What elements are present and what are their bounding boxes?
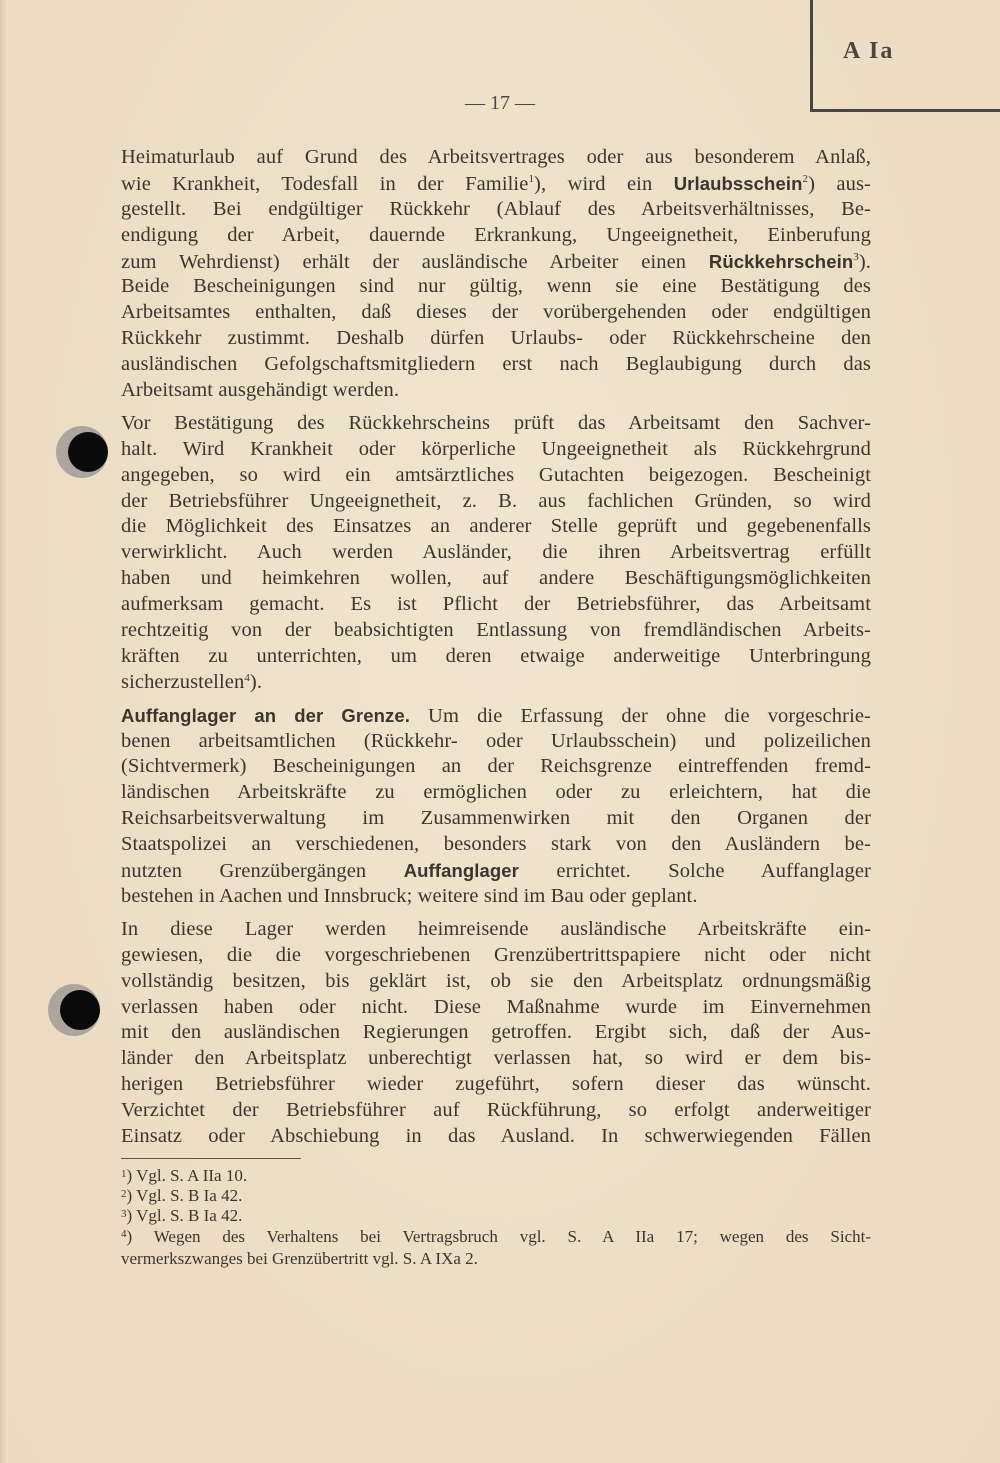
footnote-divider <box>121 1158 301 1159</box>
text-run: bestehen in Aachen und Innsbruck; weitere sind im Bau oder geplant. <box>121 884 698 907</box>
text-run: sicherzustellen <box>121 670 245 693</box>
text-run: aufmerksam gemacht. Es ist Pflicht der Betriebsführer, das Arbeitsamt <box>121 593 871 616</box>
text-run: Verzichtet der Betriebsführer auf Rückführung, so erfolgt anderweitiger <box>121 1099 871 1122</box>
footnote <box>121 1186 871 1206</box>
footnote <box>121 1249 871 1269</box>
text-run: Beide Bescheinigungen sind nur gültig, wenn sie eine Bestätigung des <box>121 275 871 298</box>
footnote-marker: 1 <box>528 172 535 185</box>
punch-hole <box>60 990 100 1030</box>
footnotes <box>121 1166 871 1269</box>
text-line <box>121 540 871 566</box>
text-run: gestellt. Bei endgültiger Rückkehr (Ablauf des Arbeitsverhältnisses, Be- <box>121 197 871 220</box>
text-line <box>121 171 871 197</box>
text-line <box>121 644 871 670</box>
text-run: Heimaturlaub auf Grund des Arbeitsvertrages oder aus besonderem Anlaß, <box>121 146 871 168</box>
text-line <box>121 884 871 910</box>
text-run: wie Krankheit, Todesfall in der Familie <box>121 172 529 195</box>
text-run: haben und heimkehren wollen, auf andere Beschäftigungsmöglichkeiten <box>121 567 871 590</box>
text-line <box>121 943 871 969</box>
text-line <box>121 274 871 300</box>
text-line <box>121 437 871 463</box>
text-line <box>121 489 871 515</box>
text-line <box>121 197 871 223</box>
text-line <box>121 1098 871 1124</box>
text-run: länder den Arbeitsplatz unberechtigt verlassen hat, so wird er dem bis- <box>121 1047 871 1070</box>
text-line <box>121 806 871 832</box>
text-run: ). <box>249 670 263 693</box>
text-line <box>121 1020 871 1046</box>
text-run: Einsatz oder Abschiebung in das Ausland. In schwerwiegenden Fällen <box>121 1124 871 1147</box>
text-run: verwirklicht. Auch werden Ausländer, die ihren Arbeitsvertrag erfüllt <box>121 541 871 564</box>
text-run: nutzten Grenzübergängen <box>121 860 404 883</box>
text-run: endigung der Arbeit, dauernde Erkrankung, Ungeeignetheit, Einberufung <box>121 223 871 246</box>
text-run: kräften zu unterrichten, um deren etwaige anderweitige Unterbringung <box>121 644 871 667</box>
text-run: benen arbeitsamtlichen (Rückkehr- oder Urlaubsschein) und polizeilichen <box>121 729 871 752</box>
footnote-marker: 2 <box>121 1188 127 1200</box>
bold-term: Rückkehrschein <box>708 250 854 272</box>
page-number: — 17 — <box>465 92 535 114</box>
paragraph <box>121 411 871 696</box>
text-run: ländischen Arbeitskräfte zu ermöglichen oder zu erleichtern, hat die <box>121 781 871 804</box>
text-run: Rückkehr zustimmt. Deshalb dürfen Urlaubs- oder Rückkehrscheine den <box>121 327 871 350</box>
bold-term: Auffanglager an der Grenze. <box>121 704 410 726</box>
text-run: Staatspolizei an verschiedenen, besonders stark von den Ausländern be- <box>121 833 871 856</box>
text-run: Arbeitsamt ausgehändigt werden. <box>121 379 400 402</box>
paragraph <box>121 917 871 1150</box>
text-line <box>121 463 871 489</box>
footnote <box>121 1226 871 1249</box>
text-run: errichtet. Solche Auffanglager <box>518 860 871 883</box>
text-line <box>121 223 871 249</box>
footnote-marker: 3 <box>121 1208 127 1220</box>
text-line <box>121 917 871 943</box>
text-line <box>121 514 871 540</box>
text-line <box>121 832 871 858</box>
text-run: ) aus- <box>808 172 871 195</box>
paragraph <box>121 703 871 910</box>
footnote-marker: 2 <box>802 172 809 185</box>
text-run: mit den ausländischen Regierungen getroffen. Ergibt sich, daß der Aus- <box>121 1021 871 1044</box>
text-line <box>121 1046 871 1072</box>
punch-hole <box>68 432 108 472</box>
text-run: verlassen haben oder nicht. Diese Maßnahme wurde im Einvernehmen <box>121 995 871 1018</box>
bold-term: Urlaubsschein <box>673 172 803 194</box>
text-run: ) Wegen des Verhaltens bei Vertragsbruch vgl. S. A IIa 17; wegen des Sicht- <box>126 1227 871 1246</box>
text-line <box>121 670 871 696</box>
text-line <box>121 352 871 378</box>
footnote-marker: 4 <box>244 671 250 684</box>
paragraph <box>121 145 871 404</box>
text-run: Reichsarbeitsverwaltung im Zusammenwirken mit den Organen der <box>121 807 871 830</box>
text-run: halt. Wird Krankheit oder körperliche Ungeeignetheit als Rückkehrgrund <box>121 437 871 460</box>
text-line <box>121 326 871 352</box>
text-line <box>121 145 871 171</box>
text-line <box>121 729 871 755</box>
text-run: herigen Betriebsführer wieder zugeführt, sofern dieser das wünscht. <box>121 1073 871 1096</box>
text-run: ) Vgl. S. B Ia 42. <box>126 1206 243 1225</box>
text-line <box>121 995 871 1021</box>
text-run: Vor Bestätigung des Rückkehrscheins prüft das Arbeitsamt den Sachver- <box>121 411 871 434</box>
text-run: ausländischen Gefolgschaftsmitgliedern erst nach Beglaubigung durch das <box>121 353 871 376</box>
text-line <box>121 1124 871 1150</box>
text-line <box>121 754 871 780</box>
text-line <box>121 300 871 326</box>
text-run: In diese Lager werden heimreisende ausländische Arbeitskräfte ein- <box>121 917 871 940</box>
text-line <box>121 969 871 995</box>
text-run: Arbeitsamtes enthalten, daß dieses der vorübergehenden oder endgültigen <box>121 301 871 324</box>
footnote-marker: 3 <box>853 250 859 263</box>
text-line <box>121 566 871 592</box>
text-run: gewiesen, die die vorgeschriebenen Grenzübertrittspapiere nicht oder nicht <box>121 943 871 966</box>
text-run: vollständig besitzen, bis geklärt ist, ob sie den Arbeitsplatz ordnungsmäßig <box>121 969 871 992</box>
scan-edge <box>0 0 8 1463</box>
text-line <box>121 1072 871 1098</box>
text-line <box>121 378 871 404</box>
text-line <box>121 618 871 644</box>
text-run: angegeben, so wird ein amtsärztliches Gutachten beigezogen. Bescheinigt <box>121 463 871 486</box>
body-text <box>121 145 871 1157</box>
footnote-marker: 1 <box>121 1168 127 1180</box>
text-run: ) Vgl. S. A IIa 10. <box>126 1166 248 1185</box>
text-run: der Betriebsführer Ungeeignetheit, z. B. aus fachlichen Gründen, so wird <box>121 489 871 512</box>
section-code: A Ia <box>843 38 895 64</box>
text-run: Um die Erfassung der ohne die vorgeschrie- <box>409 704 871 727</box>
text-line <box>121 858 871 884</box>
footnote <box>121 1206 871 1226</box>
text-line <box>121 592 871 618</box>
bold-term: Auffanglager <box>403 860 519 882</box>
text-run: ) Vgl. S. B Ia 42. <box>126 1186 243 1205</box>
text-line <box>121 249 871 275</box>
footnote <box>121 1166 871 1186</box>
text-line <box>121 703 871 729</box>
text-run: vermerkszwanges bei Grenzübertritt vgl. S. A IXa 2. <box>121 1248 478 1268</box>
footnote-marker: 4 <box>121 1228 127 1240</box>
text-run: die Möglichkeit des Einsatzes an anderer Stelle geprüft und gegebenenfalls <box>121 515 871 538</box>
text-run: ). <box>858 250 871 273</box>
text-line <box>121 780 871 806</box>
text-run: ), wird ein <box>534 172 674 195</box>
text-run: rechtzeitig von der beabsichtigten Entlassung von fremdländischen Arbeits- <box>121 619 871 642</box>
text-line <box>121 411 871 437</box>
text-run: zum Wehrdienst) erhält der ausländische Arbeiter einen <box>121 250 709 273</box>
text-run: (Sichtvermerk) Bescheinigungen an der Reichsgrenze eintreffenden fremd- <box>121 755 871 778</box>
